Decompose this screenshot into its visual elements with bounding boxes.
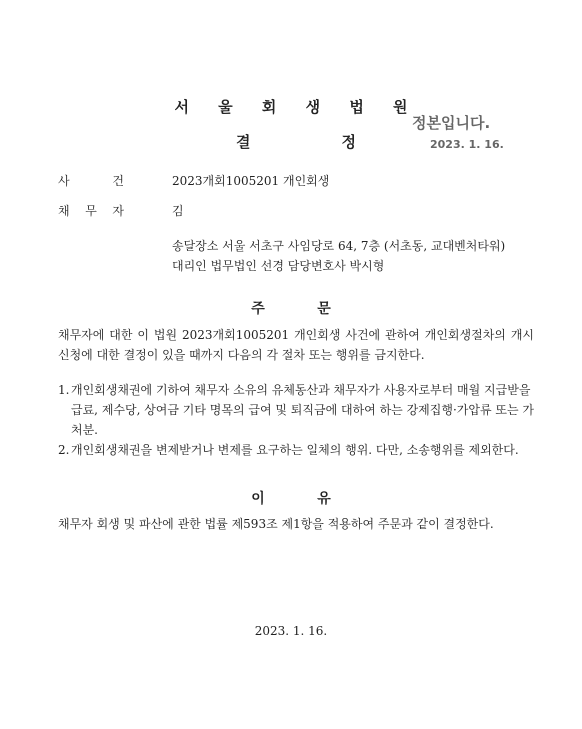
debtor-row [0,202,582,222]
list-item: 1. 개인회생채권에 기하여 채무자 소유의 유체동산과 채무자가 사용자로부터 매월 지급받을 급료, 제수당, 상여금 기타 명목의 급여 및 퇴직금에 대하여 하는 강제집행·가압류 또는 가처분. [58,380,534,440]
order-body: 채무자에 대한 이 법원 2023개회1005201 개인회생 사건에 관하여 개인회생절차의 개시신청에 대한 결정이 있을 때까지 다음의 각 절차 또는 행위를 금지한다. [58,328,534,362]
court-name: 서 울 회 생 법 원 [174,98,420,116]
case-label: 사 건 [58,174,124,188]
reason-body: 채무자 회생 및 파산에 관한 법률 제593조 제1항을 적용하여 주문과 같이 결정한다. [58,517,494,531]
case-row [0,172,582,192]
certified-copy-stamp: 정본입니다. [412,114,491,132]
case-number: 2023개회1005201 개인회생 [172,174,330,188]
debtor-label: 채 무 자 [58,204,124,218]
title-char-2: 정 [341,133,356,151]
title-char-1: 결 [236,133,251,151]
decision-date: 2023. 1. 16. [254,624,328,638]
service-address: 송달장소 서울 서초구 사임당로 64, 7층 (서초동, 교대벤처타워) [172,239,506,253]
list-item: 2. 개인회생채권을 변제받거나 변제를 요구하는 일체의 행위. 다만, 소송행위를 제외한다. [58,440,534,460]
list-item-text: 개인회생채권에 기하여 채무자 소유의 유체동산과 채무자가 사용자로부터 매월 지급받을 급료, 제수당, 상여금 기타 명목의 급여 및 퇴직금에 대하여 하는 강제집행·가압류 또는 가처분. [71,383,534,437]
debtor-name: 김 [172,204,184,218]
list-item-text: 개인회생채권을 변제받거나 변제를 요구하는 일체의 행위. 다만, 소송행위를 제외한다. [71,443,519,457]
stamp-date: 2023. 1. 16. [430,138,504,151]
order-heading: 주 문 [251,301,331,317]
document-title [236,131,356,152]
legal-agent: 대리인 법무법인 선경 담당변호사 박시형 [172,259,385,273]
order-list [58,380,534,460]
reason-heading: 이 유 [251,491,331,507]
